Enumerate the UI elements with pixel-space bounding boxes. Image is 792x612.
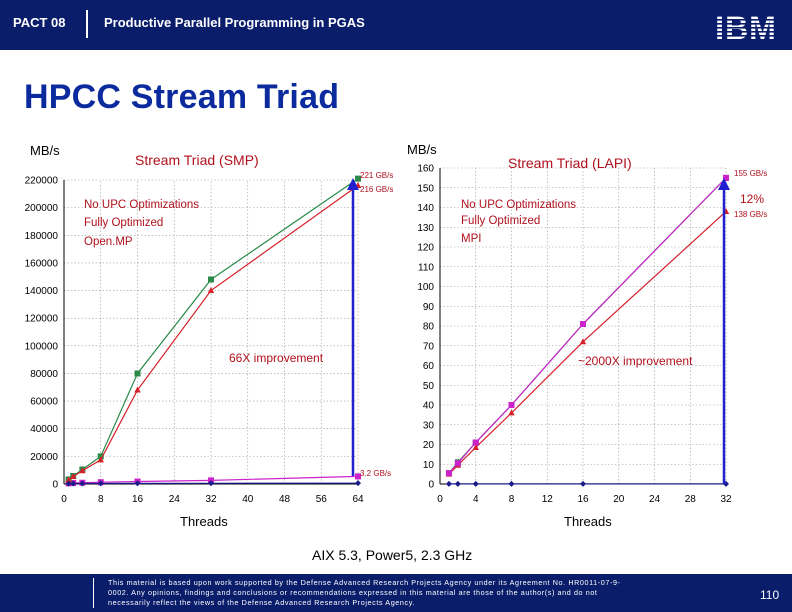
lapi-y-tick-label: 160 [417,163,434,175]
smp-y-tick-label: 20000 [30,451,58,463]
slide-title: HPCC Stream Triad [24,78,340,116]
smp-plot-area [25,176,364,506]
talk-title: Productive Parallel Programming in PGAS [104,15,365,30]
smp-point-square [135,370,141,376]
smp-legend-3: Open.MP [84,236,133,248]
smp-y-tick-label: 160000 [24,258,58,270]
lapi-y-tick-label: 110 [418,262,434,274]
lapi-y-tick-label: 130 [417,222,434,234]
lapi-x-tick-label: 12 [541,494,553,505]
smp-x-tick-label: 56 [315,494,327,505]
lapi-x-tick-label: 20 [613,494,625,505]
lapi-point-diamond [455,481,461,487]
smp-y-tick-label: 100000 [24,341,58,353]
lapi-y-tick-label: 90 [422,301,434,313]
smp-chart-title: Stream Triad (SMP) [135,152,259,168]
smp-point-triangle [208,287,214,293]
lapi-y-tick-label: 50 [422,380,434,392]
smp-improvement-label: 66X improvement [229,351,324,365]
lapi-x-tick-label: 16 [577,494,589,505]
smp-x-tick-label: 8 [97,494,104,505]
lapi-y-tick-label: 140 [417,203,434,214]
system-note: AIX 5.3, Power5, 2.3 GHz [312,547,473,563]
smp-x-tick-label: 32 [205,494,217,505]
lapi-y-tick-label: 60 [422,361,434,372]
lapi-x-tick-label: 4 [472,494,479,505]
lapi-point-diamond [446,481,452,487]
lapi-point-diamond [509,481,515,487]
smp-x-axis-label: Threads [180,514,228,529]
smp-y-tick-label: 200000 [24,203,58,215]
lapi-y-axis-label: MB/s [407,142,437,157]
lapi-y-tick-label: 40 [422,400,434,412]
lapi-legend-1: No UPC Optimizations [461,199,577,211]
lapi-point-square [509,402,515,408]
lapi-point-square [473,440,479,446]
lapi-point-square [580,321,586,327]
smp-series-line [69,186,358,480]
lapi-point-diamond [580,481,586,487]
smp-y-tick-label: 220000 [24,175,58,187]
smp-y-tick-label: 120000 [24,313,58,325]
smp-x-tick-label: 48 [278,494,291,505]
lapi-annotation-138: 138 GB/s [734,210,768,219]
lapi-y-tick-label: 120 [417,242,434,254]
smp-annotation-221: 221 GB/s [360,171,394,180]
lapi-x-tick-label: 28 [684,494,696,505]
lapi-x-tick-label: 0 [437,494,443,505]
smp-x-tick-label: 24 [168,494,180,505]
smp-x-tick-label: 64 [352,494,364,505]
lapi-annotation-12pct: 12% [740,192,765,206]
lapi-x-tick-label: 24 [648,494,661,505]
page-number: 110 [760,588,780,602]
lapi-improvement-label: ~2000X improvement [578,354,693,368]
lapi-x-axis-label: Threads [564,514,612,529]
lapi-y-tick-label: 70 [422,341,434,353]
smp-y-axis-label: MB/s [30,143,60,158]
smp-y-tick-label: 0 [52,479,58,491]
lapi-point-diamond [473,481,479,487]
lapi-y-tick-label: 30 [422,420,434,432]
footer-disclaimer: This material is based upon work supported by the Defense Advanced Research Projects Agency under its Agreement No. HR0011-07-9-0002. Any opinions, findings and conclusions or recommendations expressed in this material are those of the author(s) and do not necessarily reflect the views of the Defense Advanced Research Projects Agency. [108,578,621,607]
lapi-y-tick-label: 0 [428,479,434,491]
lapi-annotation-155: 155 GB/s [734,169,768,178]
lapi-x-tick-label: 8 [508,494,515,505]
lapi-y-tick-label: 10 [422,459,434,471]
lapi-y-tick-label: 80 [422,321,434,333]
smp-point-diamond [355,480,361,486]
smp-chart [25,143,394,529]
smp-annotation-3-2: 3.2 GB/s [360,469,392,478]
lapi-legend-3: MPI [461,233,482,245]
conference-label: PACT 08 [13,15,66,30]
smp-y-tick-label: 60000 [30,396,58,408]
lapi-legend-2: Fully Optimized [461,215,541,227]
lapi-point-square [446,470,452,476]
smp-y-tick-label: 80000 [30,368,58,380]
smp-legend-1: No UPC Optimizations [84,199,200,211]
smp-y-tick-label: 180000 [24,230,58,242]
smp-x-tick-label: 16 [131,494,144,505]
lapi-chart-title: Stream Triad (LAPI) [508,155,632,171]
smp-point-square [208,276,214,282]
lapi-series-line [449,211,726,474]
smp-x-tick-label: 0 [61,494,67,505]
lapi-chart [407,142,767,529]
footer-divider [93,578,94,608]
lapi-y-tick-label: 100 [417,282,434,293]
lapi-point-square [455,460,461,466]
smp-annotation-216: 216 GB/s [360,185,394,194]
smp-y-tick-label: 40000 [30,424,58,436]
lapi-y-tick-label: 150 [417,183,434,195]
lapi-y-tick-label: 20 [422,440,434,451]
smp-legend-2: Fully Optimized [84,217,164,229]
smp-y-tick-label: 140000 [24,286,58,298]
lapi-x-tick-label: 32 [720,494,732,505]
smp-x-tick-label: 40 [242,494,254,505]
